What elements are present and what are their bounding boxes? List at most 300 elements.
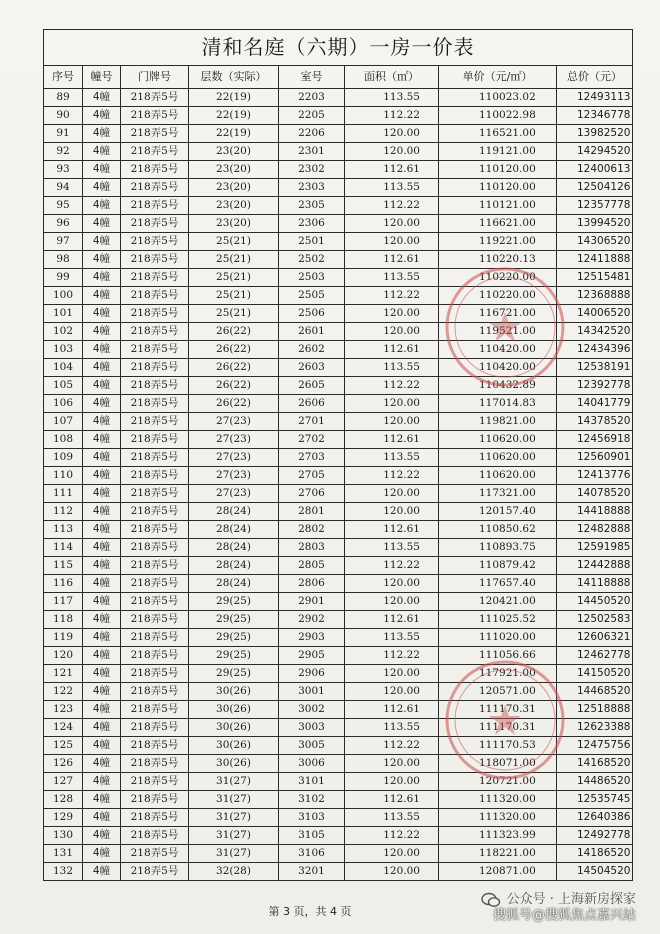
cell-unit-price: 110420.00: [439, 359, 557, 377]
cell-area: 120.00: [345, 413, 439, 431]
cell-address: 218弄5号: [121, 863, 189, 881]
cell-room: 2902: [279, 611, 345, 629]
cell-address: 218弄5号: [121, 665, 189, 683]
cell-area: 112.22: [345, 197, 439, 215]
cell-index: 101: [44, 305, 83, 323]
cell-unit-price: 110220.00: [439, 287, 557, 305]
table-row: [44, 809, 633, 827]
cell-floor: 22(19): [189, 89, 279, 107]
cell-building: 4幢: [83, 413, 121, 431]
cell-total-price: 14150520: [557, 665, 633, 683]
cell-area: 120.00: [345, 305, 439, 323]
cell-index: 92: [44, 143, 83, 161]
cell-total-price: 12591985: [557, 539, 633, 557]
cell-unit-price: 119121.00: [439, 143, 557, 161]
cell-total-price: 14186520: [557, 845, 633, 863]
table-row: [44, 557, 633, 575]
cell-room: 2806: [279, 575, 345, 593]
cell-address: 218弄5号: [121, 719, 189, 737]
cell-room: 2606: [279, 395, 345, 413]
cell-address: 218弄5号: [121, 395, 189, 413]
cell-index: 123: [44, 701, 83, 719]
cell-index: 127: [44, 773, 83, 791]
cell-floor: 26(22): [189, 359, 279, 377]
cell-unit-price: 117014.83: [439, 395, 557, 413]
cell-index: 97: [44, 233, 83, 251]
cell-address: 218弄5号: [121, 611, 189, 629]
cell-area: 113.55: [345, 269, 439, 287]
cell-area: 113.55: [345, 89, 439, 107]
cell-floor: 29(25): [189, 647, 279, 665]
table-row: [44, 629, 633, 647]
cell-total-price: 12535745: [557, 791, 633, 809]
cell-floor: 28(24): [189, 539, 279, 557]
cell-room: 2805: [279, 557, 345, 575]
cell-unit-price: 119821.00: [439, 413, 557, 431]
cell-room: 2501: [279, 233, 345, 251]
table-row: [44, 539, 633, 557]
cell-floor: 23(20): [189, 143, 279, 161]
cell-address: 218弄5号: [121, 305, 189, 323]
watermark-line1: 公众号 · 上海新房探家: [506, 892, 636, 907]
cell-index: 116: [44, 575, 83, 593]
cell-floor: 25(21): [189, 233, 279, 251]
cell-unit-price: 111056.66: [439, 647, 557, 665]
cell-floor: 28(24): [189, 575, 279, 593]
cell-unit-price: 118221.00: [439, 845, 557, 863]
cell-total-price: 12413776: [557, 467, 633, 485]
cell-room: 2302: [279, 161, 345, 179]
column-header: 层数（实际）: [189, 66, 279, 89]
cell-room: 2703: [279, 449, 345, 467]
cell-building: 4幢: [83, 179, 121, 197]
cell-area: 112.61: [345, 161, 439, 179]
cell-total-price: 12640386: [557, 809, 633, 827]
cell-building: 4幢: [83, 611, 121, 629]
cell-building: 4幢: [83, 809, 121, 827]
cell-room: 2706: [279, 485, 345, 503]
cell-index: 102: [44, 323, 83, 341]
cell-area: 113.55: [345, 449, 439, 467]
cell-unit-price: 116521.00: [439, 125, 557, 143]
table-row: [44, 521, 633, 539]
cell-total-price: 14118888: [557, 575, 633, 593]
cell-total-price: 12560901: [557, 449, 633, 467]
cell-unit-price: 110023.02: [439, 89, 557, 107]
cell-total-price: 12538191: [557, 359, 633, 377]
table-row: [44, 719, 633, 737]
cell-area: 112.22: [345, 737, 439, 755]
cell-building: 4幢: [83, 701, 121, 719]
cell-floor: 22(19): [189, 107, 279, 125]
cell-index: 119: [44, 629, 83, 647]
cell-floor: 23(20): [189, 215, 279, 233]
cell-area: 120.00: [345, 575, 439, 593]
cell-room: 2502: [279, 251, 345, 269]
cell-building: 4幢: [83, 431, 121, 449]
cell-area: 120.00: [345, 323, 439, 341]
table-row: [44, 107, 633, 125]
cell-room: 3106: [279, 845, 345, 863]
cell-unit-price: 110432.89: [439, 377, 557, 395]
cell-floor: 25(21): [189, 251, 279, 269]
cell-building: 4幢: [83, 521, 121, 539]
cell-address: 218弄5号: [121, 629, 189, 647]
cell-building: 4幢: [83, 143, 121, 161]
column-header: 面积（㎡）: [345, 66, 439, 89]
cell-area: 120.00: [345, 863, 439, 881]
cell-room: 2705: [279, 467, 345, 485]
cell-total-price: 12411888: [557, 251, 633, 269]
cell-index: 90: [44, 107, 83, 125]
cell-total-price: 12504126: [557, 179, 633, 197]
cell-building: 4幢: [83, 323, 121, 341]
cell-building: 4幢: [83, 539, 121, 557]
cell-unit-price: 119521.00: [439, 323, 557, 341]
table-row: [44, 161, 633, 179]
cell-floor: 30(26): [189, 755, 279, 773]
cell-address: 218弄5号: [121, 197, 189, 215]
cell-unit-price: 111025.52: [439, 611, 557, 629]
cell-floor: 30(26): [189, 719, 279, 737]
table-row: [44, 485, 633, 503]
table-title: 清和名庭（六期）一房一价表: [44, 30, 633, 66]
cell-address: 218弄5号: [121, 539, 189, 557]
cell-room: 3102: [279, 791, 345, 809]
cell-unit-price: 110022.98: [439, 107, 557, 125]
cell-area: 120.00: [345, 233, 439, 251]
cell-unit-price: 110893.75: [439, 539, 557, 557]
cell-area: 120.00: [345, 143, 439, 161]
cell-building: 4幢: [83, 485, 121, 503]
cell-address: 218弄5号: [121, 287, 189, 305]
table-row: [44, 611, 633, 629]
cell-room: 2506: [279, 305, 345, 323]
cell-address: 218弄5号: [121, 323, 189, 341]
cell-total-price: 12400613: [557, 161, 633, 179]
table-row: [44, 575, 633, 593]
table-row: [44, 665, 633, 683]
table-row: [44, 773, 633, 791]
table-row: [44, 233, 633, 251]
cell-unit-price: 110620.00: [439, 467, 557, 485]
cell-address: 218弄5号: [121, 845, 189, 863]
cell-total-price: 12456918: [557, 431, 633, 449]
cell-room: 3006: [279, 755, 345, 773]
cell-floor: 27(23): [189, 485, 279, 503]
cell-total-price: 12434396: [557, 341, 633, 359]
cell-total-price: 14078520: [557, 485, 633, 503]
cell-total-price: 12515481: [557, 269, 633, 287]
cell-address: 218弄5号: [121, 89, 189, 107]
cell-total-price: 12368888: [557, 287, 633, 305]
cell-index: 103: [44, 341, 83, 359]
cell-area: 120.00: [345, 773, 439, 791]
cell-total-price: 14006520: [557, 305, 633, 323]
cell-area: 112.61: [345, 431, 439, 449]
column-header: 幢号: [83, 66, 121, 89]
cell-building: 4幢: [83, 665, 121, 683]
column-header: 总价（元）: [557, 66, 633, 89]
cell-total-price: 14342520: [557, 323, 633, 341]
cell-building: 4幢: [83, 503, 121, 521]
cell-address: 218弄5号: [121, 251, 189, 269]
cell-address: 218弄5号: [121, 575, 189, 593]
cell-area: 112.61: [345, 611, 439, 629]
cell-unit-price: 120157.40: [439, 503, 557, 521]
cell-index: 126: [44, 755, 83, 773]
cell-address: 218弄5号: [121, 107, 189, 125]
cell-index: 124: [44, 719, 83, 737]
cell-address: 218弄5号: [121, 809, 189, 827]
cell-building: 4幢: [83, 755, 121, 773]
cell-building: 4幢: [83, 773, 121, 791]
cell-index: 100: [44, 287, 83, 305]
cell-address: 218弄5号: [121, 737, 189, 755]
cell-index: 110: [44, 467, 83, 485]
cell-floor: 28(24): [189, 557, 279, 575]
cell-building: 4幢: [83, 251, 121, 269]
cell-unit-price: 110121.00: [439, 197, 557, 215]
cell-floor: 31(27): [189, 773, 279, 791]
column-header: 室号: [279, 66, 345, 89]
cell-area: 112.61: [345, 341, 439, 359]
cell-floor: 29(25): [189, 611, 279, 629]
cell-address: 218弄5号: [121, 233, 189, 251]
cell-index: 128: [44, 791, 83, 809]
cell-unit-price: 110620.00: [439, 449, 557, 467]
table-row: [44, 179, 633, 197]
cell-area: 112.61: [345, 791, 439, 809]
cell-building: 4幢: [83, 467, 121, 485]
cell-floor: 28(24): [189, 521, 279, 539]
wechat-icon: [481, 892, 501, 908]
cell-building: 4幢: [83, 863, 121, 881]
cell-unit-price: 110220.00: [439, 269, 557, 287]
cell-index: 95: [44, 197, 83, 215]
cell-room: 2901: [279, 593, 345, 611]
cell-building: 4幢: [83, 287, 121, 305]
cell-total-price: 14378520: [557, 413, 633, 431]
cell-unit-price: 118071.00: [439, 755, 557, 773]
table-row: [44, 503, 633, 521]
cell-unit-price: 111320.00: [439, 791, 557, 809]
cell-floor: 31(27): [189, 809, 279, 827]
cell-room: 2205: [279, 107, 345, 125]
cell-address: 218弄5号: [121, 647, 189, 665]
cell-unit-price: 119221.00: [439, 233, 557, 251]
cell-unit-price: 120571.00: [439, 683, 557, 701]
cell-index: 104: [44, 359, 83, 377]
cell-index: 115: [44, 557, 83, 575]
cell-floor: 29(25): [189, 629, 279, 647]
watermark: [481, 892, 636, 924]
cell-area: 112.22: [345, 557, 439, 575]
cell-index: 91: [44, 125, 83, 143]
cell-total-price: 12492778: [557, 827, 633, 845]
cell-index: 98: [44, 251, 83, 269]
cell-floor: 28(24): [189, 503, 279, 521]
cell-area: 113.55: [345, 809, 439, 827]
cell-unit-price: 110120.00: [439, 161, 557, 179]
cell-floor: 27(23): [189, 431, 279, 449]
table-row: [44, 215, 633, 233]
cell-index: 109: [44, 449, 83, 467]
cell-total-price: 12606321: [557, 629, 633, 647]
cell-unit-price: 110420.00: [439, 341, 557, 359]
cell-address: 218弄5号: [121, 449, 189, 467]
cell-area: 112.22: [345, 107, 439, 125]
cell-building: 4幢: [83, 359, 121, 377]
cell-index: 99: [44, 269, 83, 287]
cell-unit-price: 116621.00: [439, 215, 557, 233]
cell-unit-price: 117321.00: [439, 485, 557, 503]
cell-room: 3005: [279, 737, 345, 755]
cell-address: 218弄5号: [121, 827, 189, 845]
table-row: [44, 413, 633, 431]
cell-building: 4幢: [83, 719, 121, 737]
cell-floor: 22(19): [189, 125, 279, 143]
table-row: [44, 827, 633, 845]
cell-total-price: 12392778: [557, 377, 633, 395]
cell-room: 3201: [279, 863, 345, 881]
cell-room: 2905: [279, 647, 345, 665]
cell-address: 218弄5号: [121, 485, 189, 503]
cell-floor: 32(28): [189, 863, 279, 881]
table-row: [44, 287, 633, 305]
price-table: [43, 29, 633, 881]
cell-building: 4幢: [83, 791, 121, 809]
cell-room: 2906: [279, 665, 345, 683]
cell-area: 112.61: [345, 521, 439, 539]
cell-total-price: 14041779: [557, 395, 633, 413]
cell-total-price: 14450520: [557, 593, 633, 611]
cell-area: 120.00: [345, 125, 439, 143]
cell-area: 113.55: [345, 629, 439, 647]
cell-building: 4幢: [83, 269, 121, 287]
table-row: [44, 845, 633, 863]
cell-floor: 30(26): [189, 737, 279, 755]
cell-room: 2802: [279, 521, 345, 539]
cell-floor: 31(27): [189, 845, 279, 863]
cell-unit-price: 117921.00: [439, 665, 557, 683]
cell-index: 113: [44, 521, 83, 539]
table-row: [44, 863, 633, 881]
watermark-line2: 搜狐号@搜狐焦点嘉兴站: [492, 908, 636, 923]
cell-address: 218弄5号: [121, 431, 189, 449]
cell-room: 2503: [279, 269, 345, 287]
cell-unit-price: 111323.99: [439, 827, 557, 845]
table-row: [44, 251, 633, 269]
cell-total-price: 13994520: [557, 215, 633, 233]
cell-room: 3103: [279, 809, 345, 827]
cell-address: 218弄5号: [121, 791, 189, 809]
cell-area: 113.55: [345, 359, 439, 377]
cell-floor: 26(22): [189, 341, 279, 359]
cell-building: 4幢: [83, 647, 121, 665]
cell-total-price: 12475756: [557, 737, 633, 755]
cell-area: 113.55: [345, 179, 439, 197]
cell-room: 2602: [279, 341, 345, 359]
cell-address: 218弄5号: [121, 557, 189, 575]
column-header: 序号: [44, 66, 83, 89]
cell-index: 129: [44, 809, 83, 827]
cell-address: 218弄5号: [121, 467, 189, 485]
cell-unit-price: 111170.53: [439, 737, 557, 755]
cell-room: 3001: [279, 683, 345, 701]
cell-unit-price: 110850.62: [439, 521, 557, 539]
cell-total-price: 12357778: [557, 197, 633, 215]
cell-room: 2801: [279, 503, 345, 521]
column-header: 门牌号: [121, 66, 189, 89]
table-row: [44, 377, 633, 395]
cell-building: 4幢: [83, 341, 121, 359]
cell-room: 3105: [279, 827, 345, 845]
cell-area: 112.61: [345, 701, 439, 719]
cell-floor: 30(26): [189, 683, 279, 701]
cell-building: 4幢: [83, 305, 121, 323]
cell-building: 4幢: [83, 575, 121, 593]
cell-room: 3002: [279, 701, 345, 719]
cell-floor: 26(22): [189, 395, 279, 413]
cell-address: 218弄5号: [121, 701, 189, 719]
cell-unit-price: 111320.00: [439, 809, 557, 827]
cell-room: 2206: [279, 125, 345, 143]
cell-floor: 25(21): [189, 305, 279, 323]
cell-total-price: 12502583: [557, 611, 633, 629]
cell-unit-price: 111170.31: [439, 719, 557, 737]
cell-room: 2903: [279, 629, 345, 647]
cell-index: 118: [44, 611, 83, 629]
cell-total-price: 12623388: [557, 719, 633, 737]
cell-room: 2601: [279, 323, 345, 341]
cell-address: 218弄5号: [121, 773, 189, 791]
cell-area: 113.55: [345, 539, 439, 557]
table-row: [44, 143, 633, 161]
cell-total-price: 12462778: [557, 647, 633, 665]
cell-floor: 25(21): [189, 287, 279, 305]
cell-unit-price: 120721.00: [439, 773, 557, 791]
cell-index: 130: [44, 827, 83, 845]
table-body: [44, 89, 633, 881]
table-row: [44, 737, 633, 755]
cell-area: 120.00: [345, 503, 439, 521]
table-row: [44, 89, 633, 107]
cell-index: 114: [44, 539, 83, 557]
table-row: [44, 791, 633, 809]
cell-total-price: 14306520: [557, 233, 633, 251]
table-row: [44, 359, 633, 377]
cell-building: 4幢: [83, 215, 121, 233]
table-row: [44, 431, 633, 449]
cell-index: 105: [44, 377, 83, 395]
cell-index: 122: [44, 683, 83, 701]
cell-floor: 29(25): [189, 593, 279, 611]
table-row: [44, 683, 633, 701]
cell-building: 4幢: [83, 683, 121, 701]
cell-building: 4幢: [83, 845, 121, 863]
table-row: [44, 449, 633, 467]
cell-floor: 27(23): [189, 467, 279, 485]
cell-index: 94: [44, 179, 83, 197]
cell-unit-price: 116721.00: [439, 305, 557, 323]
cell-area: 112.22: [345, 647, 439, 665]
cell-address: 218弄5号: [121, 503, 189, 521]
cell-index: 89: [44, 89, 83, 107]
cell-room: 2702: [279, 431, 345, 449]
cell-room: 2605: [279, 377, 345, 395]
cell-unit-price: 111170.31: [439, 701, 557, 719]
